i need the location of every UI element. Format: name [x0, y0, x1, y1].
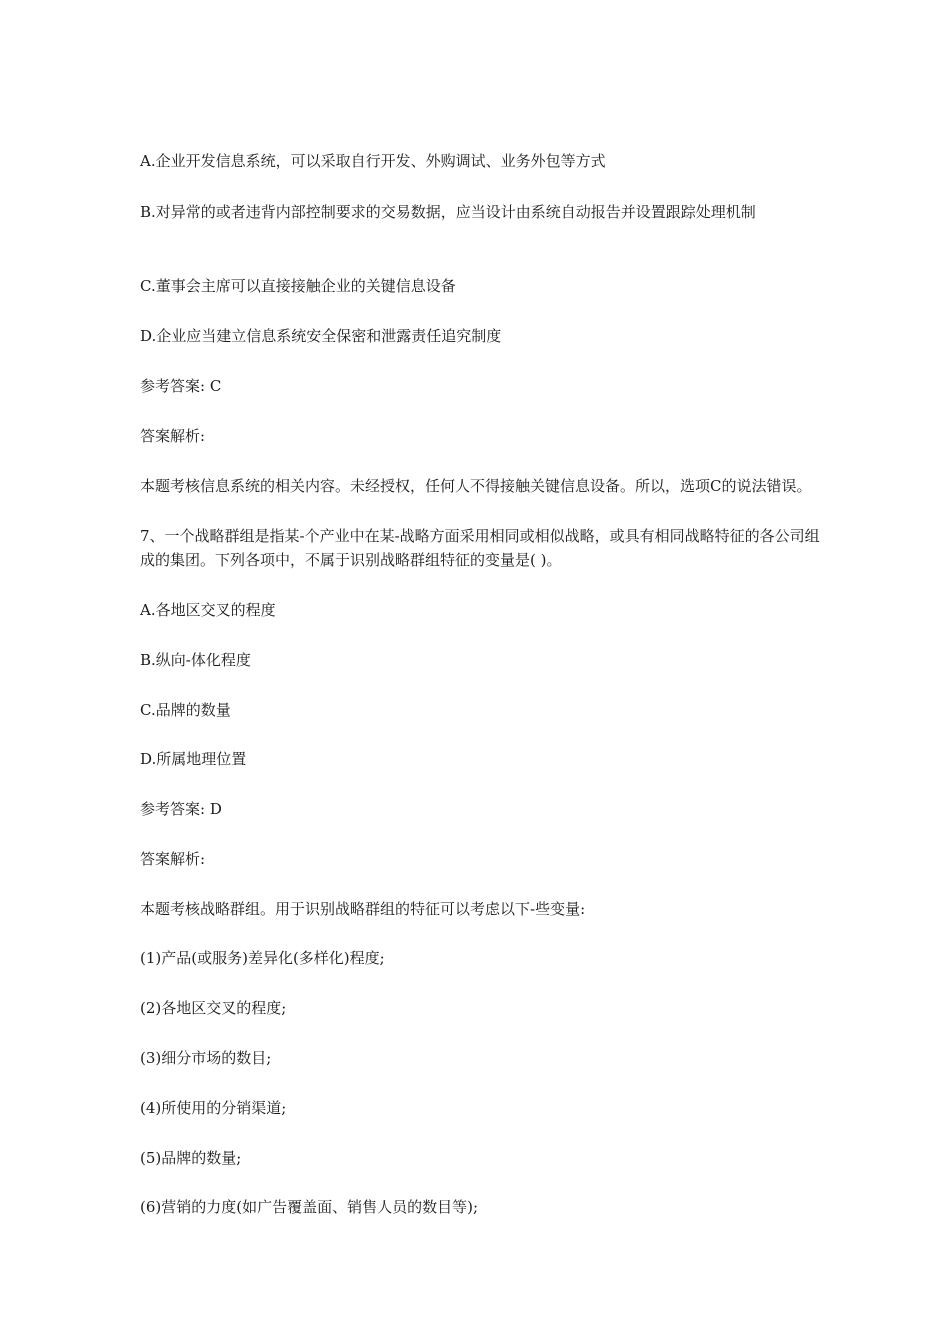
q7-question: 7、一个战略群组是指某-个产业中在某-战略方面采用相同或相似战略，或具有相同战略特征的各公司组成的集团。下列各项中，不属于识别战略群组特征的变量是( )。: [140, 527, 820, 569]
q7-option-d: D.所属地理位置: [140, 750, 247, 768]
q7-list-item: (1)产品(或服务)差异化(多样化)程度;: [140, 949, 385, 967]
q7-list-item: (4)所使用的分销渠道;: [140, 1099, 287, 1117]
q7-option-b: B.纵向-体化程度: [140, 651, 251, 669]
q6-analysis-label: 答案解析:: [140, 427, 206, 445]
q7-analysis-label: 答案解析:: [140, 850, 206, 868]
q7-analysis-text: 本题考核战略群组。用于识别战略群组的特征可以考虑以下-些变量:: [140, 900, 586, 918]
q6-option-c: C.董事会主席可以直接接触企业的关键信息设备: [140, 277, 456, 295]
q6-option-d: D.企业应当建立信息系统安全保密和泄露责任追究制度: [140, 327, 502, 345]
q7-list-item: (6)营销的力度(如广告覆盖面、销售人员的数目等);: [140, 1198, 479, 1216]
q7-option-a: A.各地区交叉的程度: [140, 601, 276, 619]
q6-option-b: B.对异常的或者违背内部控制要求的交易数据，应当设计由系统自动报告并设置跟踪处理机制: [140, 203, 756, 221]
q7-list-item: (2)各地区交叉的程度;: [140, 999, 287, 1017]
q6-answer: 参考答案: C: [140, 377, 222, 395]
q6-option-a: A.企业开发信息系统，可以采取自行开发、外购调试、业务外包等方式: [140, 152, 606, 170]
q7-list-item: (3)细分市场的数目;: [140, 1049, 272, 1067]
q7-answer: 参考答案: D: [140, 800, 222, 818]
q7-list-item: (5)品牌的数量;: [140, 1149, 242, 1167]
q7-option-c: C.品牌的数量: [140, 701, 231, 719]
q6-analysis-text: 本题考核信息系统的相关内容。未经授权，任何人不得接触关键信息设备。所以，选项C的说法错误。: [140, 477, 812, 495]
